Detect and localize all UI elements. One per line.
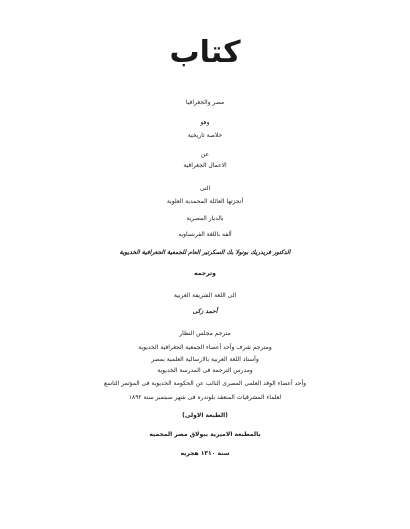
book-title: كتاب [169, 35, 241, 70]
text-allati: التى [199, 185, 211, 192]
edition-label: (الطبعة الاولى) [182, 412, 228, 419]
text-allafahu: ألفه باللغة الفرنساويه [178, 231, 232, 238]
text-khulasa: خلاصة تاريخية [187, 132, 223, 139]
press-name: بالمطبعة الاميرية ببولاق مصر المحميه [149, 431, 261, 438]
text-mutarjim: مترجم مجلس النظار [179, 330, 231, 337]
text-wahuwa: وهو [200, 119, 210, 126]
author-name: الدكتور فريدريك بونولا بك السكرتير العام للجمعية الجغرافية الخديوية [119, 249, 291, 256]
text-mudarris: ومدرس الترجمة فى المدرسة الخديوية [157, 367, 253, 374]
text-ahad: وأحد أعضاء الوفد العلمى المصرى النائب عن الحكومة الخديوية فى المؤتمر التاسع [103, 380, 307, 387]
text-anjazatha: أنجزتها العائلة المحمدية العلوية [166, 198, 244, 205]
publication-year: سنة ١٣١٠ هجريه [180, 450, 230, 457]
text-wa-tarjamahu: وترجمه [194, 270, 216, 277]
text-liulama: لعلماء المشرقيات المنعقد بلوندره فى شهر سبتمبر سنة ١٨٩٢ [128, 394, 282, 401]
text-ustadh: وأستاذ اللغة العربية بالارسالية العلمية بمصر [151, 356, 259, 363]
text-bildiyar: بالديار المصرية [186, 215, 224, 222]
text-wa-mutarjim: ومترجم شرف وأحد أعضاء الجمعية الجغرافية الخديوية [138, 344, 272, 351]
text-ila: الى اللغة الشريفة العربية [173, 292, 237, 299]
text-amal: الاعمال الجغرافية [183, 162, 227, 169]
translator-name: أحمد زكى [192, 308, 218, 315]
text-an: عن [200, 151, 210, 158]
book-subtitle: مصر والجغرافيا [185, 99, 225, 106]
